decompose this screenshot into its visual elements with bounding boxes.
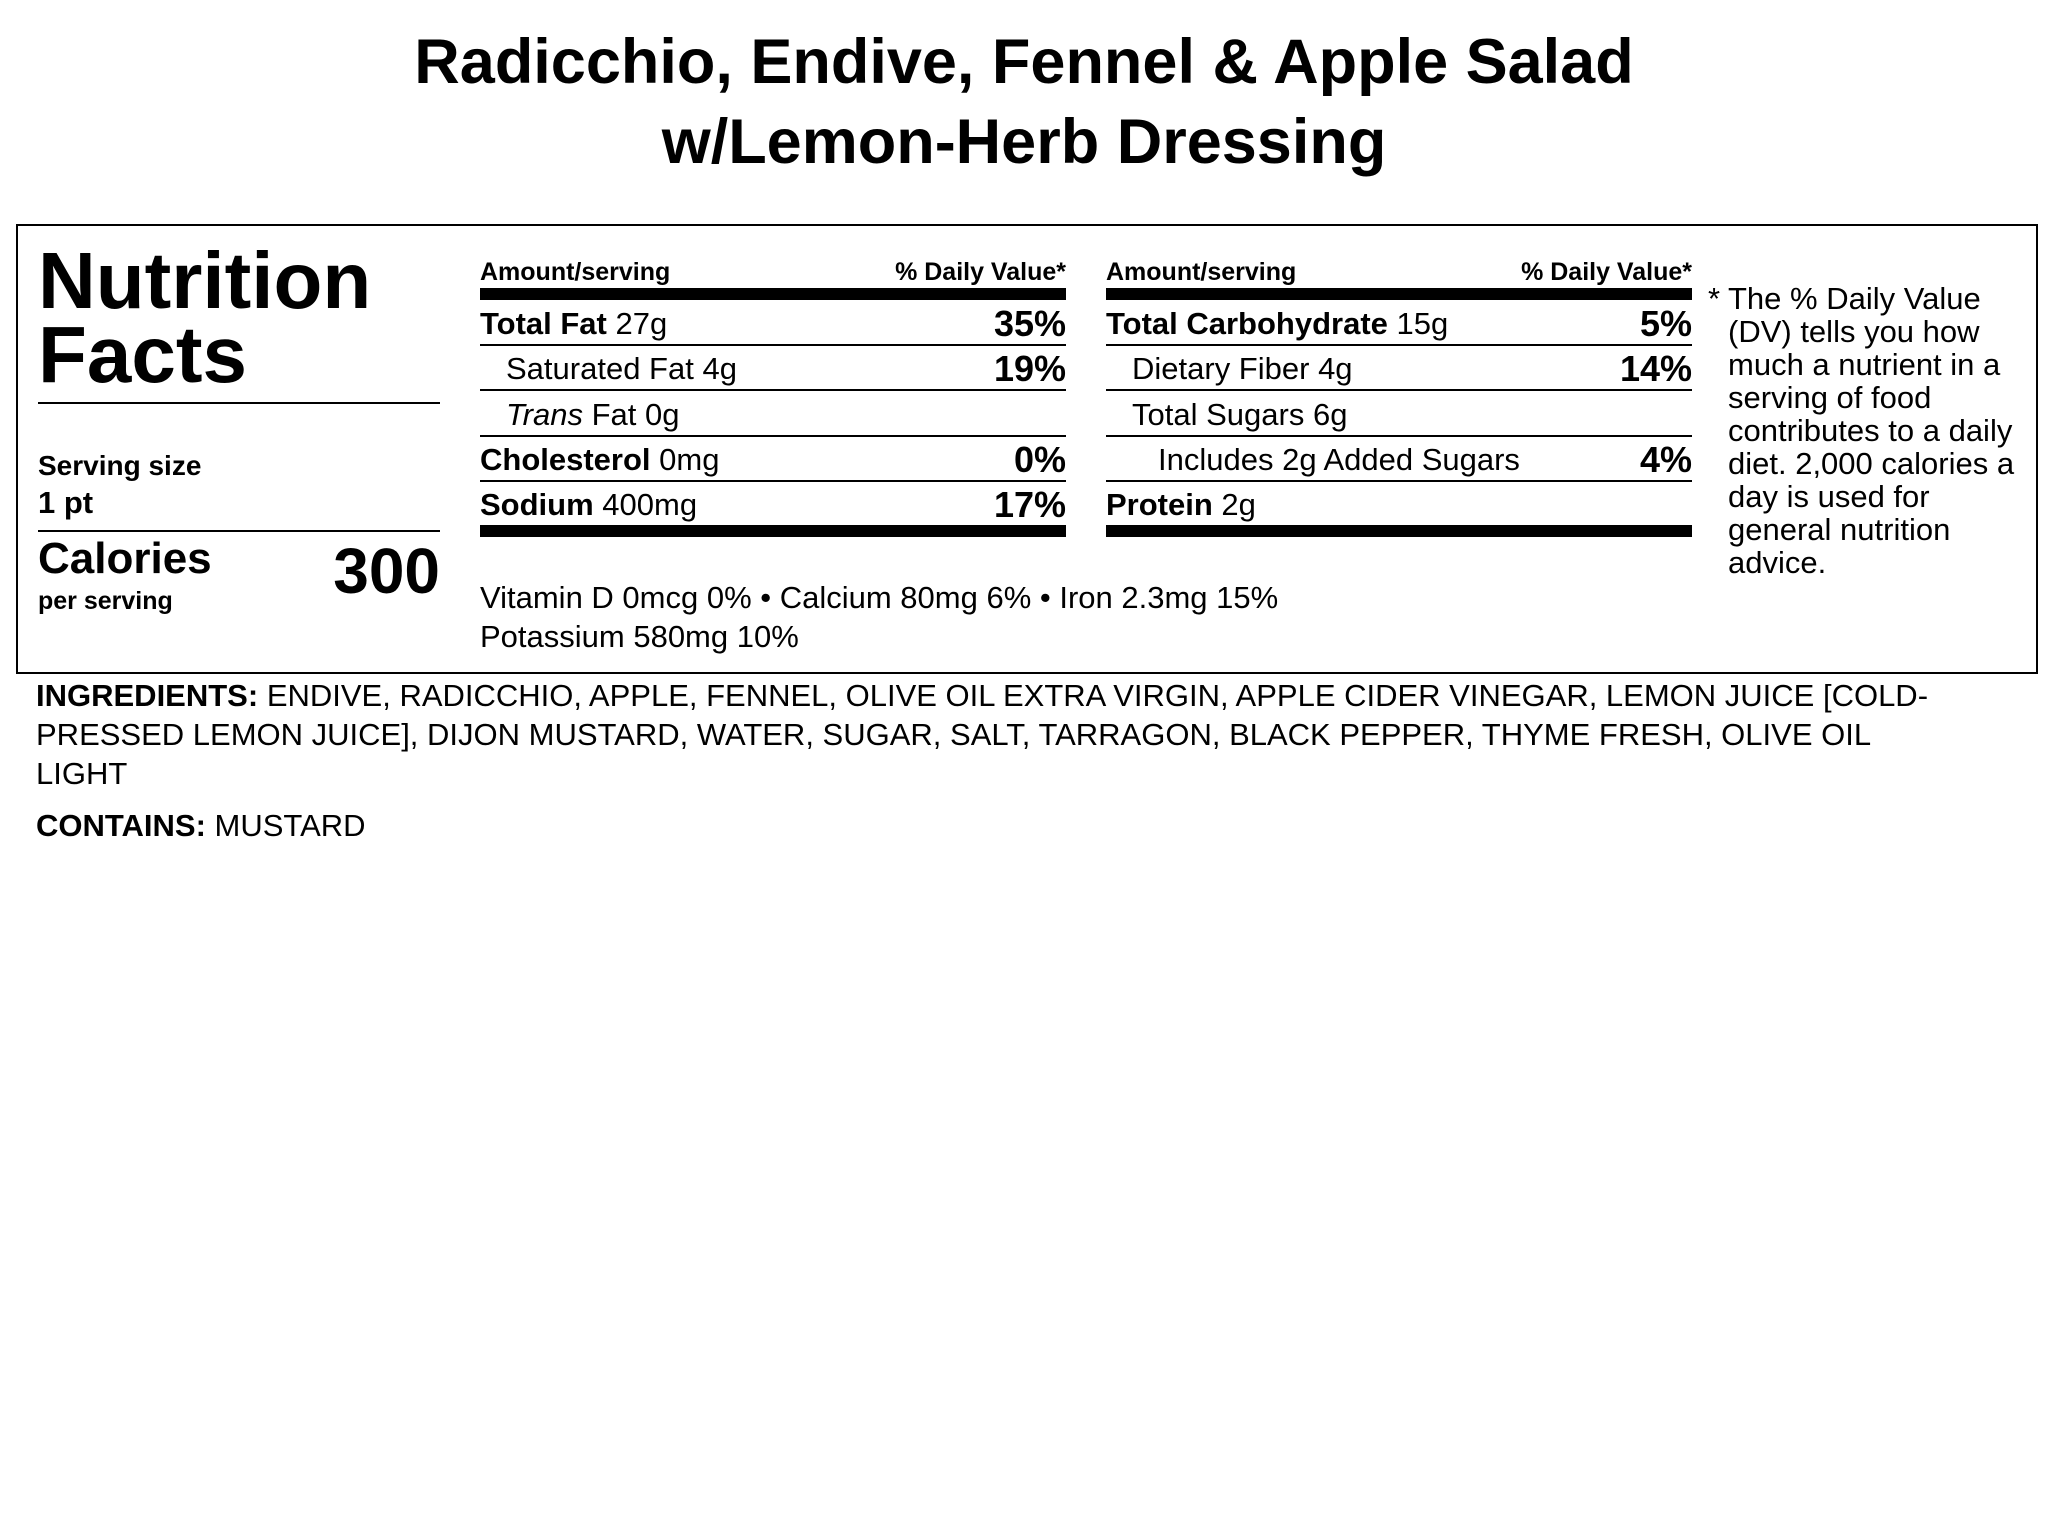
nutrient-amount: 2g xyxy=(1221,487,1256,522)
nutrient-dv: 14% xyxy=(1619,348,1692,389)
nutrient-dv: 19% xyxy=(993,348,1066,389)
ingredients-statement xyxy=(36,676,1936,793)
daily-value-footnote xyxy=(1708,282,2028,579)
nutrient-row-added-sugars xyxy=(1106,437,1692,483)
nutrient-dv: 17% xyxy=(993,484,1066,525)
nutrient-row-total-carbohydrate xyxy=(1106,300,1692,346)
nutrient-name: Total Sugars xyxy=(1132,396,1305,432)
nutrient-name: Sodium xyxy=(480,487,594,522)
nutrient-name: Trans xyxy=(506,396,583,432)
nutrient-dv: 35% xyxy=(993,302,1066,344)
amount-header: Amount/serving xyxy=(480,258,671,286)
table-header xyxy=(480,258,1066,300)
nutrient-dv: 0% xyxy=(1013,439,1066,480)
product-title-line1: Radicchio, Endive, Fennel & Apple Salad xyxy=(414,27,1634,97)
heading-divider xyxy=(38,402,440,404)
nutrient-name: Dietary Fiber xyxy=(1132,351,1310,386)
ingredients-text: ENDIVE, RADICCHIO, APPLE, FENNEL, OLIVE OIL EXTRA VIRGIN, APPLE CIDER VINEGAR, LEMON JUICE [COLD-PRESSED LEMON JUICE], DIJON MUSTARD, WATER, SUGAR, SALT, TARRAGON, BLACK PEPPER, THYME FRESH, OLIVE OIL LIGHT xyxy=(36,678,1929,791)
nutrient-amount: 0g xyxy=(645,396,680,432)
nutrient-table-left xyxy=(480,258,1066,537)
nutrient-name: Saturated Fat xyxy=(506,351,694,386)
nutrient-amount: 15g xyxy=(1396,305,1449,341)
nutrient-row-sodium xyxy=(480,482,1066,537)
product-title xyxy=(0,22,2048,182)
amount-header: Amount/serving xyxy=(1106,258,1297,286)
nutrient-name: Total Carbohydrate xyxy=(1106,305,1388,341)
serving-size-label: Serving size xyxy=(38,450,202,481)
nutrient-amount: 27g xyxy=(615,305,668,341)
nutrient-amount: 0mg xyxy=(659,442,720,477)
contains-label: CONTAINS: xyxy=(36,808,206,843)
nutrient-dv: 5% xyxy=(1639,302,1692,344)
nutrient-amount: 400mg xyxy=(602,487,698,522)
vitamins-line1: Vitamin D 0mcg 0% • Calcium 80mg 6% • Iron 2.3mg 15% xyxy=(480,580,1279,615)
heading-line2: Facts xyxy=(38,310,247,399)
product-title-line2: w/Lemon-Herb Dressing xyxy=(661,107,1387,177)
nutrient-row-total-sugars xyxy=(1106,391,1692,437)
nutrient-name: Protein xyxy=(1106,487,1213,522)
table-header xyxy=(1106,258,1692,300)
calories-value: 300 xyxy=(333,535,440,607)
nutrient-dv: 4% xyxy=(1639,439,1692,480)
nutrient-name: Total Fat xyxy=(480,305,607,341)
nutrient-table-right xyxy=(1106,258,1692,537)
nutrient-row-saturated-fat xyxy=(480,346,1066,392)
vitamins-line2: Potassium 580mg 10% xyxy=(480,619,799,654)
calories-per-serving: per serving xyxy=(38,587,173,615)
dv-header: % Daily Value* xyxy=(1521,258,1692,286)
nutrition-facts-heading xyxy=(38,236,372,399)
heading-line1: Nutrition xyxy=(38,236,372,325)
nutrient-row-protein xyxy=(1106,482,1692,537)
nutrient-row-cholesterol xyxy=(480,437,1066,483)
nutrient-name: Includes 2g Added Sugars xyxy=(1158,442,1520,477)
allergen-statement xyxy=(36,806,366,845)
nutrient-row-dietary-fiber xyxy=(1106,346,1692,392)
calories-label: Calories xyxy=(38,534,212,583)
footnote-asterisk: * xyxy=(1708,281,1721,316)
nutrient-amount: 4g xyxy=(1318,351,1353,386)
nutrient-row-trans-fat xyxy=(480,391,1066,437)
dv-header: % Daily Value* xyxy=(895,258,1066,286)
nutrient-name: Cholesterol xyxy=(480,442,651,477)
serving-size-value: 1 pt xyxy=(38,485,94,520)
nutrient-row-total-fat xyxy=(480,300,1066,346)
footnote-text: The % Daily Value (DV) tells you how much a nutrient in a serving of food contributes to a daily diet. 2,000 calories a day is used for general nutrition advice. xyxy=(1728,281,2015,580)
ingredients-label: INGREDIENTS: xyxy=(36,678,259,713)
serving-divider xyxy=(38,530,440,532)
nutrient-amount: 6g xyxy=(1312,396,1348,432)
nutrient-name-suffix: Fat xyxy=(591,396,637,432)
vitamins-minerals xyxy=(480,578,1278,656)
nutrition-facts-panel xyxy=(16,224,2038,674)
nutrient-amount: 4g xyxy=(702,351,737,386)
contains-text: MUSTARD xyxy=(214,808,366,843)
